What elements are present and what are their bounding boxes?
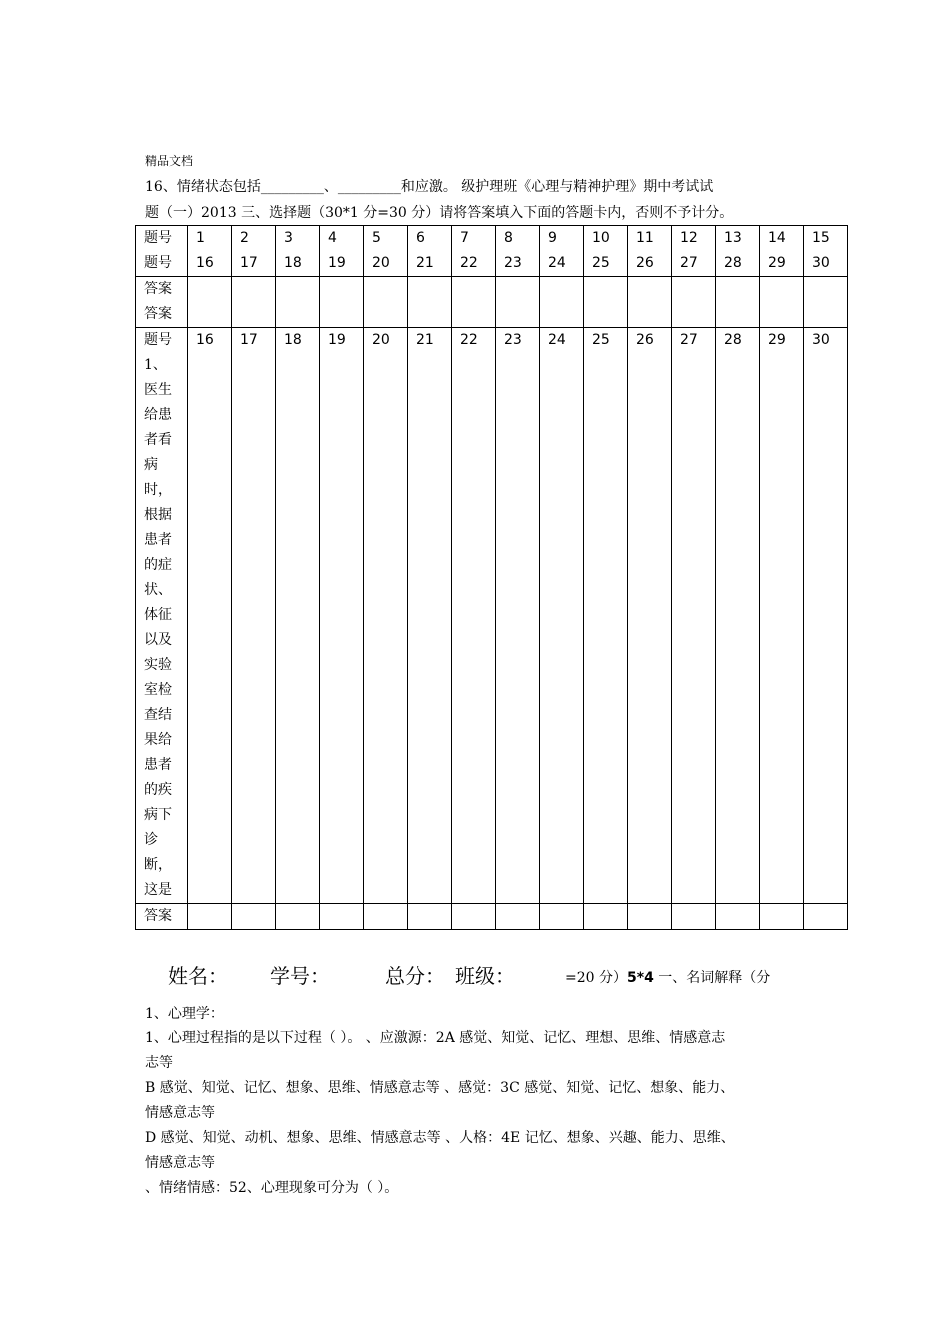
answer-cell[interactable] xyxy=(452,904,496,930)
text-line: B 感觉、知觉、记忆、想象、思维、情感意志等 、感觉：3C 感觉、知觉、记忆、想象、能力、 xyxy=(145,1080,735,1096)
student-no-label: 学号： xyxy=(270,964,330,988)
answer-cell[interactable] xyxy=(804,277,848,328)
answer-cell[interactable] xyxy=(188,904,232,930)
class-label: 班级： xyxy=(455,964,515,988)
answer-cell[interactable] xyxy=(188,277,232,328)
answer-sheet-table xyxy=(135,225,848,930)
question-number-cell: 26 xyxy=(628,328,672,904)
question-number-cell: 22 xyxy=(452,328,496,904)
answer-cell[interactable] xyxy=(628,277,672,328)
answer-cell[interactable] xyxy=(584,277,628,328)
question-number-cell: 29 xyxy=(760,328,804,904)
text-line: 、情绪情感：52、心理现象可分为（ ）。 xyxy=(145,1180,399,1196)
table-row xyxy=(136,328,848,904)
text-line: 情感意志等 xyxy=(145,1155,215,1171)
question-number-cell: 21 xyxy=(408,328,452,904)
question-number-cell: 5 20 xyxy=(364,226,408,277)
question-16-line: 16、情绪状态包括_________、_________和应激。 级护理班《心理与精神护理》期中考试试 xyxy=(145,179,714,195)
header-tag: 精品文档 xyxy=(145,154,194,168)
answer-cell[interactable] xyxy=(584,904,628,930)
question-number-cell: 17 xyxy=(232,328,276,904)
total-score-label: 总分： xyxy=(385,964,445,988)
question-number-cell: 10 25 xyxy=(584,226,628,277)
answer-cell[interactable] xyxy=(628,904,672,930)
text-line: 情感意志等 xyxy=(145,1105,215,1121)
question-number-cell: 8 23 xyxy=(496,226,540,277)
question-number-cell: 7 22 xyxy=(452,226,496,277)
answer-cell[interactable] xyxy=(496,277,540,328)
question-number-cell: 3 18 xyxy=(276,226,320,277)
answer-cell[interactable] xyxy=(232,904,276,930)
question-number-cell: 6 21 xyxy=(408,226,452,277)
answer-cell[interactable] xyxy=(760,904,804,930)
answer-cell[interactable] xyxy=(364,904,408,930)
question-number-cell: 11 26 xyxy=(628,226,672,277)
question-number-cell: 2 17 xyxy=(232,226,276,277)
question-number-cell: 20 xyxy=(364,328,408,904)
answer-cell[interactable] xyxy=(716,904,760,930)
answer-cell[interactable] xyxy=(672,904,716,930)
table-row xyxy=(136,226,848,277)
section-one-heading: =20 分）5*4 一、名词解释（分 xyxy=(565,970,771,986)
answer-cell[interactable] xyxy=(496,904,540,930)
answer-cell[interactable] xyxy=(276,277,320,328)
answer-cell[interactable] xyxy=(320,277,364,328)
answer-cell[interactable] xyxy=(540,277,584,328)
row-header: 题号 题号 xyxy=(136,226,188,277)
term-psychology: 1、心理学： xyxy=(145,1006,224,1022)
answer-cell[interactable] xyxy=(804,904,848,930)
answer-cell[interactable] xyxy=(760,277,804,328)
text-line: D 感觉、知觉、动机、想象、思维、情感意志等 、人格：4E 记忆、想象、兴趣、能力、思维、 xyxy=(145,1130,735,1146)
row-header: 答案 xyxy=(136,904,188,930)
question-number-cell: 13 28 xyxy=(716,226,760,277)
answer-cell[interactable] xyxy=(716,277,760,328)
question-number-cell: 9 24 xyxy=(540,226,584,277)
answer-cell[interactable] xyxy=(452,277,496,328)
question-number-cell: 15 30 xyxy=(804,226,848,277)
answer-cell[interactable] xyxy=(320,904,364,930)
answer-cell[interactable] xyxy=(364,277,408,328)
question-number-cell: 24 xyxy=(540,328,584,904)
answer-cell[interactable] xyxy=(408,277,452,328)
question-number-cell: 16 xyxy=(188,328,232,904)
answer-cell[interactable] xyxy=(276,904,320,930)
question-number-cell: 1 16 xyxy=(188,226,232,277)
question-number-cell: 28 xyxy=(716,328,760,904)
question-number-cell: 25 xyxy=(584,328,628,904)
question-number-cell: 12 27 xyxy=(672,226,716,277)
text-line: 志等 xyxy=(145,1055,173,1071)
question-number-cell: 19 xyxy=(320,328,364,904)
answer-cell[interactable] xyxy=(408,904,452,930)
answer-cell[interactable] xyxy=(672,277,716,328)
text-line: 1、心理过程指的是以下过程（ ）。 、应激源：2A 感觉、知觉、记忆、理想、思维、情感意志 xyxy=(145,1030,726,1046)
name-label: 姓名： xyxy=(168,964,228,988)
row-header: 题号 1、 医生 给患 者看 病 时， 根据 患者 的症 状、 体征 以及 实验 室检 查结 果给 患者 的疾 病下 诊 断， 这是 xyxy=(136,328,188,904)
exam-title-line: 题（一）2013 三、选择题（30*1 分=30 分）请将答案填入下面的答题卡内，否则不予计分。 xyxy=(145,205,734,221)
table-row xyxy=(136,277,848,328)
question-number-cell: 27 xyxy=(672,328,716,904)
table-row xyxy=(136,904,848,930)
answer-cell[interactable] xyxy=(232,277,276,328)
answer-cell[interactable] xyxy=(540,904,584,930)
question-number-cell: 14 29 xyxy=(760,226,804,277)
question-number-cell: 4 19 xyxy=(320,226,364,277)
question-number-cell: 18 xyxy=(276,328,320,904)
row-header: 答案 答案 xyxy=(136,277,188,328)
question-number-cell: 30 xyxy=(804,328,848,904)
question-number-cell: 23 xyxy=(496,328,540,904)
